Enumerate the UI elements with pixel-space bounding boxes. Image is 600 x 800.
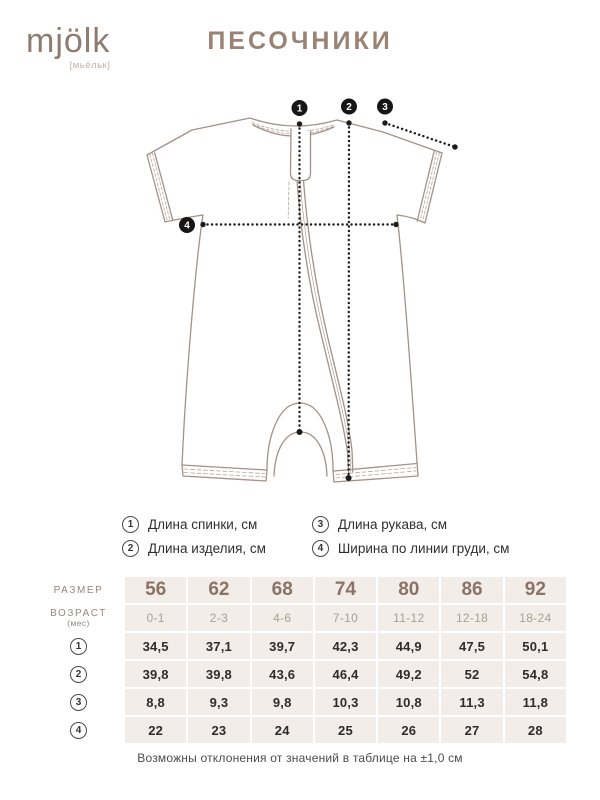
size-header: 68 [252, 577, 313, 603]
measure-row-label-1 [34, 633, 123, 659]
legend-item-sleeve-length [312, 516, 510, 533]
size-header: 62 [188, 577, 249, 603]
age-value: 11-12 [378, 605, 439, 631]
zipper-placket [291, 129, 311, 181]
table-value: 44,9 [378, 633, 439, 659]
marker-1-number: 1 [296, 103, 303, 115]
table-value: 26 [378, 717, 439, 743]
measure-row-label-3 [34, 689, 123, 715]
table-value: 10,8 [378, 689, 439, 715]
age-row-label [34, 605, 123, 631]
table-value: 11,3 [441, 689, 502, 715]
size-header: 56 [125, 577, 186, 603]
legend-label: Длина рукава, см [337, 517, 448, 532]
table-value: 52 [441, 661, 502, 687]
row-number-2: 2 [70, 666, 87, 683]
table-value: 24 [252, 717, 313, 743]
table-value: 39,8 [188, 661, 249, 687]
age-label-unit: (мес) [67, 617, 90, 628]
age-label-text: ВОЗРАСТ [50, 607, 107, 619]
legend-item-garment-length [122, 540, 266, 557]
table-value: 39,7 [252, 633, 313, 659]
table-value: 25 [315, 717, 376, 743]
table-value: 43,6 [252, 661, 313, 687]
legend-item-chest-width [312, 540, 510, 557]
size-row-label: РАЗМЕР [53, 584, 104, 596]
age-value: 2-3 [188, 605, 249, 631]
table-value: 34,5 [125, 633, 186, 659]
table-value: 46,4 [315, 661, 376, 687]
table-value: 42,3 [315, 633, 376, 659]
age-value: 0-1 [125, 605, 186, 631]
table-value: 11,8 [505, 689, 566, 715]
page-title: ПЕСОЧНИКИ [207, 27, 393, 55]
romper-drawing [147, 118, 442, 482]
romper-measurement-diagram [120, 85, 480, 505]
table-value: 47,5 [441, 633, 502, 659]
table-value: 37,1 [188, 633, 249, 659]
marker-3-number: 3 [382, 102, 388, 114]
legend-label: Длина изделия, см [148, 541, 266, 556]
legend-number-3: 3 [312, 516, 329, 533]
brand-logo-text: mjölk [26, 22, 111, 60]
brand-logo-transcription: [мьёльк] [69, 60, 111, 71]
row-number-4: 4 [70, 722, 87, 739]
age-value: 12-18 [441, 605, 502, 631]
size-table [34, 577, 566, 743]
tolerance-note: Возможны отклонения от значений в таблице на ±1,0 см [137, 751, 463, 765]
size-header: 86 [441, 577, 502, 603]
table-value: 9,8 [252, 689, 313, 715]
marker-2-number: 2 [346, 102, 352, 114]
size-header: 74 [315, 577, 376, 603]
size-header: 80 [378, 577, 439, 603]
crotch-inner-seam [274, 432, 327, 476]
table-value: 27 [441, 717, 502, 743]
table-value: 9,3 [188, 689, 249, 715]
measure-row-label-4 [34, 717, 123, 743]
age-value: 4-6 [252, 605, 313, 631]
legend-number-4: 4 [312, 540, 329, 557]
size-header: 92 [505, 577, 566, 603]
age-value: 7-10 [315, 605, 376, 631]
table-value: 54,8 [505, 661, 566, 687]
table-value: 23 [188, 717, 249, 743]
table-value: 39,8 [125, 661, 186, 687]
row-number-1: 1 [70, 638, 87, 655]
measure-row-label-2 [34, 661, 123, 687]
table-value: 28 [505, 717, 566, 743]
table-value: 22 [125, 717, 186, 743]
legend-number-1: 1 [122, 516, 139, 533]
legend-label: Ширина по линии груди, см [337, 541, 510, 556]
row-number-3: 3 [70, 694, 87, 711]
table-value: 10,3 [315, 689, 376, 715]
table-value: 50,1 [505, 633, 566, 659]
legend [122, 516, 509, 557]
table-value: 49,2 [378, 661, 439, 687]
age-value: 18-24 [505, 605, 566, 631]
legend-item-back-length [122, 516, 266, 533]
legend-label: Длина спинки, см [148, 517, 258, 532]
table-value: 8,8 [125, 689, 186, 715]
marker-4-number: 4 [184, 220, 190, 232]
legend-number-2: 2 [122, 540, 139, 557]
